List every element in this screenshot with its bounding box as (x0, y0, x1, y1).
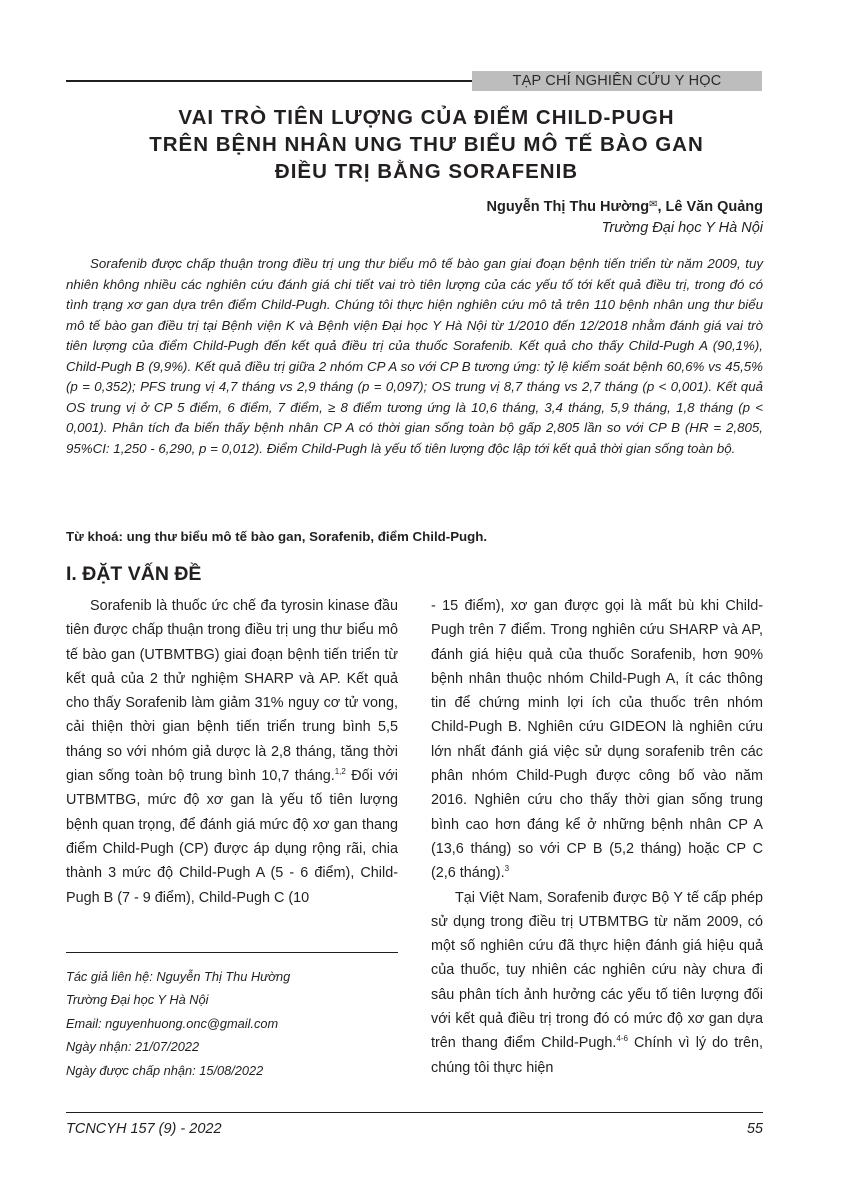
title-line: TRÊN BỆNH NHÂN UNG THƯ BIỂU MÔ TẾ BÀO GAN (149, 133, 704, 156)
journal-banner: TẠP CHÍ NGHIÊN CỨU Y HỌC (472, 71, 762, 91)
paragraph-text: Sorafenib là thuốc ức chế đa tyrosin kinase đầu tiên được chấp thuận trong điều trị ung thư biểu mô tế bào gan (UTBMTBG) giai đoạn bệnh tiến triển từ kết quả của 2 thử nghiệm SHARP và AP. Kết quả cho thấy Sorafenib làm giảm 31% nguy cơ tử vong, cải thiện thời gian bệnh tiến triển trung bình 5,5 tháng so với nhóm giả dược là 2,8 tháng, tăng thời gian sống toàn bộ trung bình 10,7 tháng. (66, 598, 398, 785)
body-paragraph (431, 886, 763, 1080)
corresponding-author: Nguyễn Thị Thu Hường (486, 199, 650, 215)
header-rule (66, 80, 486, 82)
affiliation: Trường Đại học Y Hà Nội (601, 220, 763, 236)
footer-divider (66, 1112, 763, 1113)
footnote-line: Email: nguyenhuong.onc@gmail.com (66, 1015, 279, 1031)
article-title (90, 104, 763, 185)
body-column-right (431, 594, 763, 1080)
co-author: , Lê Văn Quảng (657, 199, 763, 215)
title-line: VAI TRÒ TIÊN LƯỢNG CỦA ĐIỂM CHILD-PUGH (178, 106, 675, 129)
citation-ref: 1,2 (334, 767, 346, 777)
paragraph-text: Đối với UTBMTBG, mức độ xơ gan là yếu tố tiên lượng bệnh quan trọng, để đánh giá mức độ xơ gan thang điểm Child-Pugh (CP) được áp dụng rộng rãi, chia thành 3 mức độ Child-Pugh A (5 - 6 điểm), Child-Pugh B (7 - 9 điểm), Child-Pugh C (10 (66, 768, 398, 906)
citation-ref: 3 (504, 864, 510, 874)
mail-icon: ✉ (649, 199, 658, 210)
footnote-line: Trường Đại học Y Hà Nội (66, 992, 209, 1008)
author-list (486, 196, 763, 216)
footnote-line: Tác giả liên hệ: Nguyễn Thị Thu Hường (66, 969, 291, 984)
footnote-line: Ngày nhận: 21/07/2022 (66, 1039, 200, 1055)
body-paragraph (66, 594, 398, 910)
abstract: Sorafenib được chấp thuận trong điều trị ung thư biểu mô tế bào gan giai đoạn bệnh tiến triển từ năm 2009, tuy nhiên không nhiều các nghiên cứu đánh giá chi tiết vai trò tiên lượng của các yếu tố tới kết quả điều trị, trong đó có tình trạng xơ gan dựa trên điểm Child-Pugh. Chúng tôi thực hiện nghiên cứu mô tả trên 110 bệnh nhân ung thư biểu mô tế bào gan điều trị tại Bệnh viện K và Bệnh viện Đại học Y Hà Nội từ 1/2010 đến 12/2018 nhằm đánh giá vai trò tiên lượng của điểm Child-Pugh đến kết quả điều trị của thuốc Sorafenib. Kết quả cho thấy Child-Pugh A (90,1%), Child-Pugh B (9,9%). Kết quả điều trị giữa 2 nhóm CP A so với CP B tương ứng: tỷ lệ kiểm soát bệnh 60,6% vs 45,5% (p = 0,352); PFS trung vị 4,7 tháng vs 2,9 tháng (p = 0,097); OS trung vị 8,7 tháng vs 2,7 tháng (p < 0,001). Kết quả OS trung vị ở CP 5 điểm, 6 điểm, 7 điểm, ≥ 8 điểm tương ứng là 10,6 tháng, 3,4 tháng, 5,9 tháng, 1,8 tháng (p < 0,001). Phân tích đa biến thấy bệnh nhân CP A có thời gian sống toàn bộ gấp 2,805 lần so với CP B (HR = 2,805, 95%CI: 1,250 - 6,290, p = 0,012). Điểm Child-Pugh là yếu tố tiên lượng độc lập tới kết quả thời gian sống toàn bộ. (66, 256, 763, 456)
footnote-divider (66, 952, 398, 953)
journal-issue: TCNCYH 157 (9) - 2022 (66, 1121, 222, 1137)
body-column-left (66, 594, 398, 910)
keywords: Từ khoá: ung thư biểu mô tế bào gan, Sorafenib, điểm Child-Pugh. (66, 529, 488, 544)
footnotes (66, 965, 398, 1082)
footnote-line: Ngày được chấp nhận: 15/08/2022 (66, 1062, 264, 1078)
paragraph-text: Tại Việt Nam, Sorafenib được Bộ Y tế cấp phép sử dụng trong điều trị UTBMTBG từ năm 2009, có một số nghiên cứu đã thực hiện đánh giá hiệu quả của thuốc, tuy nhiên các nghiên cứu này chưa đi sâu phân tích ảnh hưởng các yếu tố tiên lượng đối với kết quả điều trị trong đó có mức độ xơ gan dựa trên thang điểm Child-Pugh. (431, 889, 763, 1052)
citation-ref: 4-6 (616, 1034, 628, 1044)
title-line: ĐIỀU TRỊ BẰNG SORAFENIB (274, 160, 579, 183)
page-number: 55 (746, 1121, 763, 1137)
paragraph-text: - 15 điểm), xơ gan được gọi là mất bù khi Child-Pugh trên 7 điểm. Trong nghiên cứu SHARP và AP, đánh giá hiệu quả của thuốc Sorafenib, hơn 90% bệnh nhân thuộc nhóm Child-Pugh A, ít các thông tin để chứng minh lợi ích của thuốc trên nhóm Child-Pugh B. Nghiên cứu GIDEON là nghiên cứu lớn nhất đánh giá việc sử dụng sorafenib trên các phân nhóm Child-Pugh được công bố vào năm 2016. Nghiên cứu cho thấy thời gian sống trung bình cao hơn đáng kể ở những bệnh nhân CP A (13,6 tháng) so với CP B (5,2 tháng) hoặc CP C (2,6 tháng). (431, 598, 763, 882)
paragraph-text: Chính vì lý do trên, chúng tôi thực hiện (431, 1035, 764, 1076)
body-paragraph (431, 594, 763, 886)
section-heading: I. ĐẶT VẤN ĐỀ (66, 563, 202, 585)
